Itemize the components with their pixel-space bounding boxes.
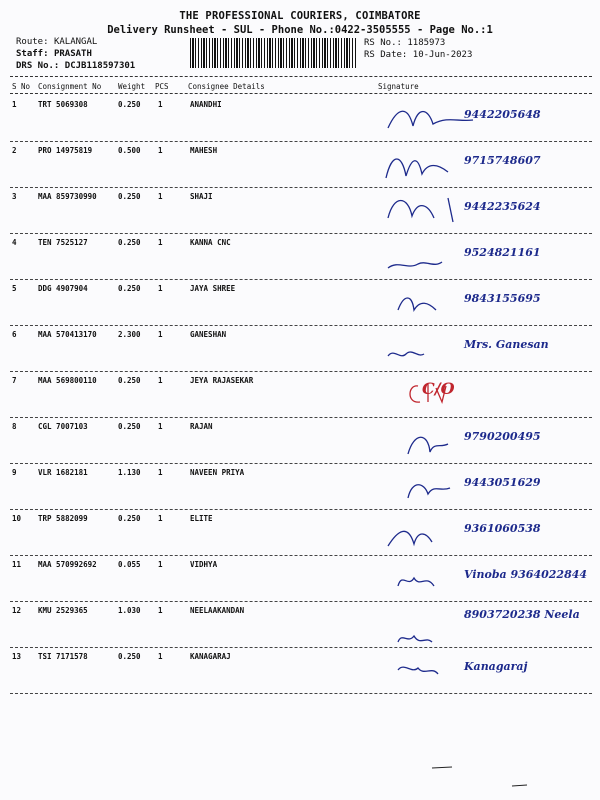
cell-pcs: 1 [158,376,163,385]
cell-consignment: KMU 2529365 [38,606,88,615]
cell-consignment: TRP 5882099 [38,514,88,523]
cell-consignment: CGL 7007103 [38,422,88,431]
cell-sno: 2 [12,146,17,155]
signature-area [378,234,600,280]
cell-pcs: 1 [158,652,163,661]
signature-text: 9715748607 [464,154,541,167]
cell-consignment: TEN 7525127 [38,238,88,247]
signature-scribble [378,648,600,694]
table-row [0,510,600,556]
col-consignee: Consignee Details [188,82,265,91]
cell-consignee: GANESHAN [190,330,227,339]
signature-text: 8903720238 Neela [464,608,580,621]
cell-pcs: 1 [158,238,163,247]
signature-scribble [378,510,600,556]
cell-sno: 9 [12,468,17,477]
cell-consignment: VLR 1682181 [38,468,88,477]
cell-consignee: NAVEEN PRIYA [190,468,245,477]
cell-consignee: ELITE [190,514,213,523]
rs-no-value: 1185973 [407,38,446,48]
cell-consignment: MAA 569800110 [38,376,97,385]
cell-consignee: NEELAAKANDAN [190,606,245,615]
cell-consignee: JAYA SHREE [190,284,236,293]
cell-weight: 0.250 [118,376,141,385]
rs-date-value: 10-Jun-2023 [412,50,473,60]
cell-consignment: PRO 14975819 [38,146,93,155]
cell-consignment: MAA 570992692 [38,560,97,569]
cell-weight: 0.250 [118,422,141,431]
cell-pcs: 1 [158,560,163,569]
table-row [0,326,600,372]
signature-area [378,464,600,510]
signature-area [378,372,600,418]
cell-weight: 0.055 [118,560,141,569]
signature-text: Vinoba 9364022844 [464,568,588,581]
table-row [0,234,600,280]
signature-scribble [378,188,600,234]
cell-sno: 6 [12,330,17,339]
signature-area [378,556,600,602]
cell-consignment: TSI 7171578 [38,652,88,661]
cell-weight: 0.250 [118,284,141,293]
table-row [0,602,600,648]
staff-value: PRASATH [53,49,92,59]
signature-scribble [378,96,600,142]
signature-text: 9442235624 [464,200,541,213]
cell-consignee: JEYA RAJASEKAR [190,376,254,385]
rs-no-line [364,38,445,48]
signature-area [378,602,600,648]
cell-sno: 4 [12,238,17,247]
signature-scribble [378,464,600,510]
cell-pcs: 1 [158,192,163,201]
table-row [0,280,600,326]
cell-weight: 1.130 [118,468,141,477]
col-weight: Weight [118,82,146,91]
footer-mark [412,760,532,794]
cell-weight: 0.250 [118,514,141,523]
signature-area [378,96,600,142]
header-divider-top [10,76,592,77]
signature-text: 9790200495 [464,430,541,443]
cell-consignee: MAHESH [190,146,218,155]
col-pcs: PCS [155,82,169,91]
document-header [0,10,600,36]
cell-consignee: RAJAN [190,422,213,431]
cell-consignment: DDG 4907904 [38,284,88,293]
col-sno: S No [12,82,31,91]
signature-scribble [378,372,600,418]
cell-sno: 1 [12,100,17,109]
cell-consignment: TRT 5069308 [38,100,88,109]
signature-scribble [378,234,600,280]
cell-consignment: MAA 859730990 [38,192,97,201]
signature-area [378,418,600,464]
cell-consignee: ANANDHI [190,100,222,109]
cell-sno: 13 [12,652,22,661]
signature-area [378,280,600,326]
cell-pcs: 1 [158,284,163,293]
signature-text: 9443051629 [464,476,541,489]
signature-area [378,326,600,372]
route-value: KALANGAL [53,37,98,47]
cell-pcs: 1 [158,468,163,477]
col-signature: Signature [378,82,419,91]
staff-label: Staff: [16,49,49,59]
signature-area [378,510,600,556]
signature-text: 9361060538 [464,522,541,535]
signature-area [378,188,600,234]
drs-value: DCJB118597301 [64,61,136,71]
signature-scribble [378,418,600,464]
table-row [0,188,600,234]
signature-scribble [378,556,600,602]
cell-consignee: KANNA CNC [190,238,231,247]
col-consignment: Consignment No [38,82,102,91]
table-row [0,142,600,188]
cell-consignment: MAA 570413170 [38,330,97,339]
cell-weight: 2.300 [118,330,141,339]
runsheet-title: Delivery Runsheet - SUL - Phone No.:0422-3505555 - Page No.:1 [107,24,493,36]
cell-weight: 1.030 [118,606,141,615]
staff-line [16,49,92,59]
cell-sno: 8 [12,422,17,431]
cell-sno: 11 [12,560,22,569]
table-row [0,464,600,510]
signature-scribble [378,326,600,372]
signature-area [378,648,600,694]
cell-sno: 12 [12,606,22,615]
cell-pcs: 1 [158,330,163,339]
cell-consignee: KANAGARAJ [190,652,231,661]
signature-text: Kanagaraj [464,660,528,673]
cell-consignee: VIDHYA [190,560,218,569]
cell-weight: 0.250 [118,192,141,201]
cell-pcs: 1 [158,514,163,523]
cell-weight: 0.250 [118,100,141,109]
cell-sno: 7 [12,376,17,385]
route-label: Route: [16,37,49,47]
cell-weight: 0.250 [118,652,141,661]
signature-text: 9843155695 [464,292,541,305]
drs-label: DRS No.: [16,61,60,71]
table-row [0,96,600,142]
table-row [0,372,600,418]
cell-pcs: 1 [158,606,163,615]
route-line [16,37,97,47]
signature-text: 9524821161 [464,246,541,259]
cell-sno: 5 [12,284,17,293]
signature-text: 9442205648 [464,108,541,121]
signature-area [378,142,600,188]
rs-no-label: RS No.: [364,38,402,48]
drs-line [16,61,135,71]
cell-pcs: 1 [158,146,163,155]
cell-weight: 0.500 [118,146,141,155]
cell-sno: 10 [12,514,22,523]
cell-sno: 3 [12,192,17,201]
barcode [190,38,356,68]
header-divider-bottom [10,93,592,94]
table-row [0,648,600,694]
rs-date-line [364,50,472,60]
signature-text: C/O [422,379,455,398]
signature-scribble [378,280,600,326]
cell-weight: 0.250 [118,238,141,247]
cell-consignee: SHAJI [190,192,213,201]
table-row [0,418,600,464]
company-name: THE PROFESSIONAL COURIERS, COIMBATORE [179,10,421,22]
cell-pcs: 1 [158,100,163,109]
row-divider [10,693,592,694]
rs-date-label: RS Date: [364,50,408,60]
cell-pcs: 1 [158,422,163,431]
signature-text: Mrs. Ganesan [464,338,549,351]
signature-scribble [378,602,600,648]
table-row [0,556,600,602]
signature-scribble [378,142,600,188]
